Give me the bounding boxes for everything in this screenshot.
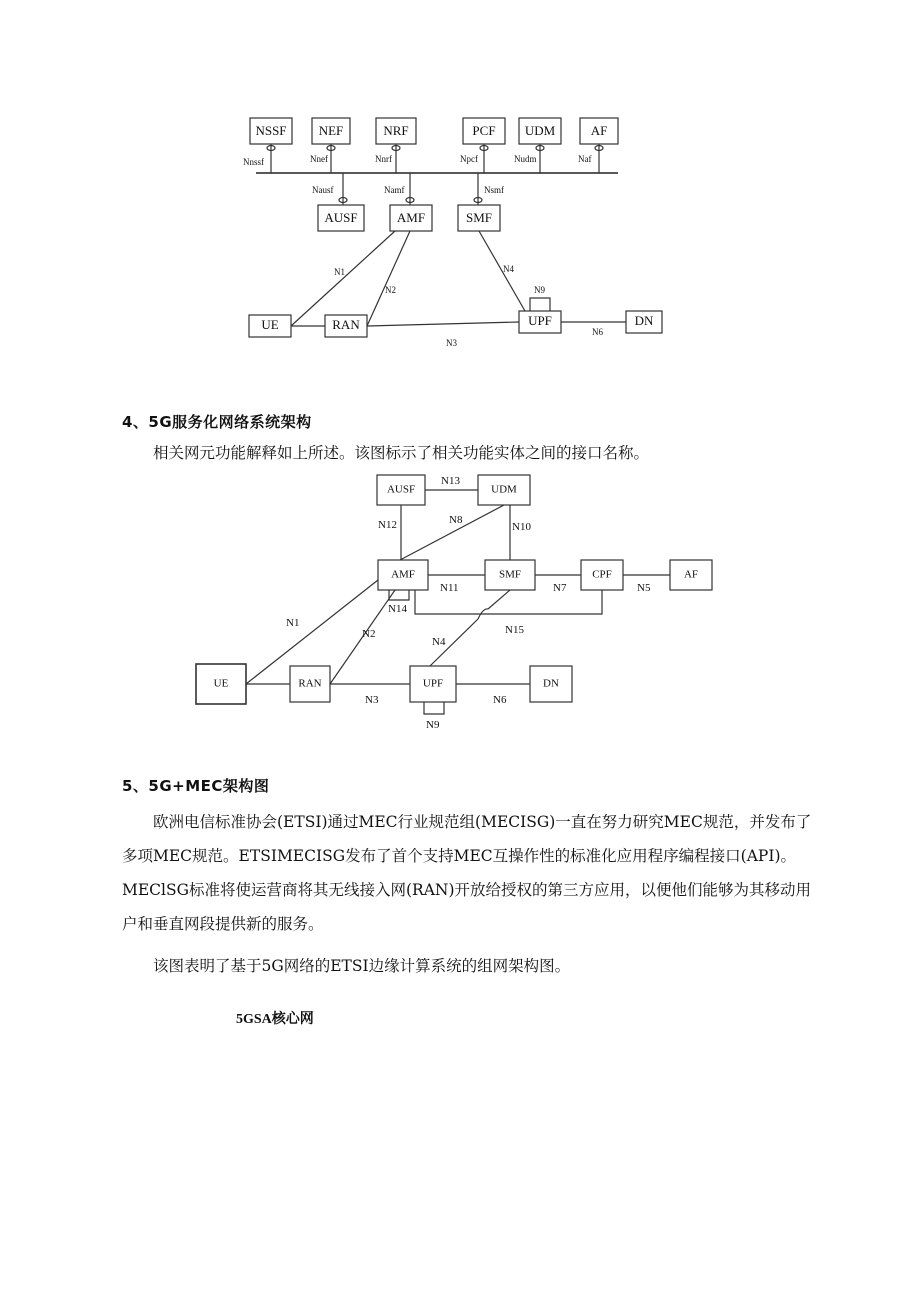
svg-text:AF: AF [683,568,699,581]
label-npcf: Npcf [460,154,478,164]
label-nnrf: Nnrf [375,154,392,164]
reference-point-architecture-diagram [0,460,920,740]
svg-text:UPF: UPF [422,677,444,690]
svg-text:NSSF: NSSF [255,122,287,138]
node2-ausf [377,475,425,505]
label-n3: N3 [446,338,457,348]
svg-text:RAN: RAN [298,677,322,690]
svg-text:NEF: NEF [318,122,344,138]
node2-smf [485,560,535,590]
label2-n12: N12 [378,519,397,531]
label2-n13: N13 [441,475,460,487]
node-ausf [318,205,364,231]
svg-text:UDM: UDM [524,122,556,138]
svg-text:DN: DN [634,312,654,328]
section5-paragraph-1: 欧洲电信标准协会(ETSI)通过MEC行业规范组(MECISG)一直在努力研究MEC规范，并发布了多项MEC规范。ETSIMECISG发布了首个支持MEC互操作性的标准化应用程序编程接口(API)。MEClSG标准将使运营商将其无线接入网(RAN)开放给授权的第三方应用，以便他们能够为其移动用户和垂直网段提供新的服务。 [122,813,812,933]
svg-text:UPF: UPF [528,312,552,328]
link2-n4-b [488,590,510,609]
label2-n6: N6 [493,694,507,706]
link2-n9 [424,702,444,714]
link-n1 [291,231,395,326]
node2-ran [290,666,330,702]
svg-text:UE: UE [213,677,229,690]
node-nrf [376,118,416,144]
section4-paragraph: 相关网元功能解释如上所述。该图标示了相关功能实体之间的接口名称。 [153,444,650,462]
node2-amf [378,560,428,590]
label-nnssf: Nnssf [243,157,265,167]
node2-upf [410,666,456,702]
node-pcf [463,118,505,144]
svg-text:AUSF: AUSF [324,209,358,225]
section5-paragraph-2: 该图表明了基于5G网络的ETSI边缘计算系统的组网架构图。 [153,957,571,975]
label-naf: Naf [578,154,592,164]
label-n4: N4 [503,264,514,274]
label-nudm: Nudm [514,154,537,164]
svg-text:UE: UE [261,316,279,332]
svg-text:UDM: UDM [491,483,517,496]
svg-text:AUSF: AUSF [386,483,416,496]
svg-text:SMF: SMF [498,568,522,581]
node2-af [670,560,712,590]
svg-text:AF: AF [590,122,608,138]
node2-ue [196,664,246,704]
svg-text:SMF: SMF [465,209,493,225]
link-n3 [367,322,519,326]
node-dn [626,311,662,333]
svg-text:DN: DN [543,677,559,690]
figure-caption: 5GSA核心网 [236,1012,314,1027]
label2-n10: N10 [512,521,531,533]
node2-udm [478,475,530,505]
service-based-architecture-diagram [0,0,920,360]
label2-n1: N1 [286,617,300,629]
node2-dn [530,666,572,702]
node-nssf [250,118,292,144]
node-nef [312,118,350,144]
svg-text:PCF: PCF [472,122,496,138]
svg-text:NRF: NRF [383,122,409,138]
node-af [580,118,618,144]
section5-body [122,805,812,983]
label-n6: N6 [592,327,603,337]
label-nnef: Nnef [310,154,328,164]
label-nausf: Nausf [312,185,334,195]
label2-n9: N9 [426,719,440,731]
label-n2: N2 [385,285,396,295]
label-namf: Namf [384,185,405,195]
node2-cpf [581,560,623,590]
node-smf [458,205,500,231]
label2-n11: N11 [440,582,459,594]
svg-text:AMF: AMF [391,568,415,581]
label2-n2: N2 [362,628,376,640]
label2-n4: N4 [432,636,446,648]
node-ue [249,315,291,337]
label-n1: N1 [334,267,345,277]
svg-text:RAN: RAN [332,316,360,332]
link-n9 [530,298,550,311]
node-amf [390,205,432,231]
label2-n5: N5 [637,582,651,594]
svg-text:AMF: AMF [396,209,426,225]
svg-text:CPF: CPF [592,568,612,581]
link-n4 [479,231,525,311]
label2-n15: N15 [505,624,524,636]
link-n2 [367,231,410,326]
section4-heading: 4、5G服务化网络系统架构 [122,413,312,431]
label2-n3: N3 [365,694,379,706]
label2-n14: N14 [388,603,407,615]
section5-heading: 5、5G+MEC架构图 [122,777,270,795]
node-upf [519,311,561,333]
label2-n7: N7 [553,582,567,594]
node-ran [325,315,367,337]
label-nsmf: Nsmf [484,185,504,195]
node-udm [519,118,561,144]
label2-n8: N8 [449,514,463,526]
label-n9: N9 [534,285,545,295]
